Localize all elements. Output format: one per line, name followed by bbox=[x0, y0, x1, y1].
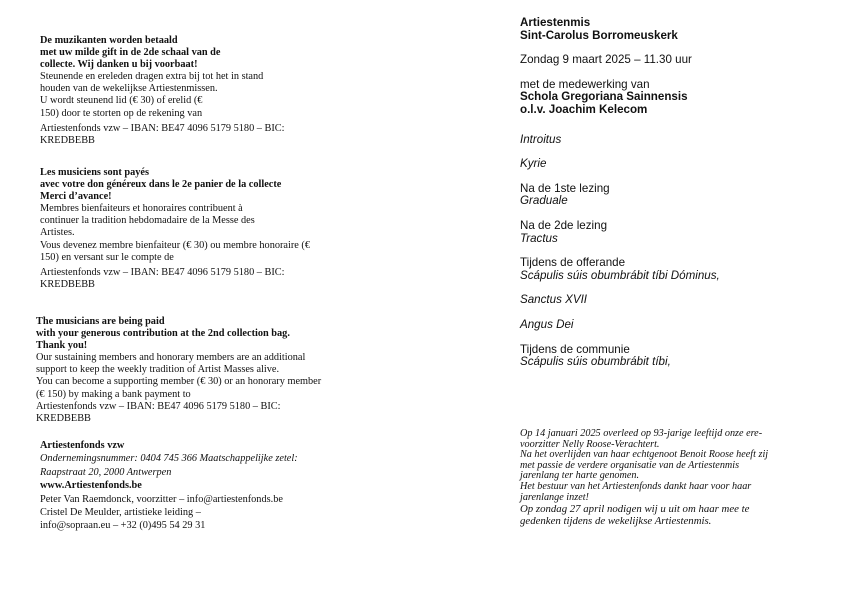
program-item-introitus: Introitus bbox=[520, 132, 562, 146]
dutch-heading-line: De muzikanten worden betaald bbox=[40, 35, 178, 46]
program-item-sanctus: Sanctus XVII bbox=[520, 293, 588, 307]
church-name: Sint-Carolus Borromeuskerk bbox=[520, 28, 678, 42]
french-heading-line: avec votre don généreux dans le 2e panier de la collecte bbox=[40, 179, 282, 191]
address-line: Raapstraat 20, 2000 Antwerpen bbox=[40, 466, 172, 478]
program-item-offertory: Scápulis súis obumbrábit tíbi Dóminus, bbox=[520, 268, 720, 282]
french-body-line: Membres bienfaiteurs et honoraires contribuent à bbox=[40, 203, 243, 215]
dutch-heading-line: met uw milde gift in de 2de schaal van de bbox=[40, 47, 221, 59]
french-account-line: Artiestenfonds vzw – IBAN: BE47 4096 5179 5180 – BIC: bbox=[40, 266, 285, 278]
dutch-body-line: U wordt steunend lid (€ 30) of erelid (€ bbox=[40, 95, 203, 107]
dutch-donation-text bbox=[40, 35, 285, 147]
english-body-line: (€ 150) by making a bank payment to bbox=[36, 388, 191, 400]
english-body-line: KREDBEBB bbox=[36, 412, 91, 424]
english-heading-line: Thank you! bbox=[36, 340, 88, 352]
program-item-graduale: Graduale bbox=[520, 194, 568, 208]
english-body-line: You can become a supporting member (€ 30) or an honorary member bbox=[36, 376, 322, 388]
collaboration-label: met de medewerking van bbox=[520, 77, 650, 91]
program-label-communion: Tijdens de communie bbox=[520, 342, 630, 356]
notice-line: met passie de verdere organisatie van de Artiestenmis bbox=[520, 459, 740, 471]
memorial-notice bbox=[520, 429, 768, 527]
french-heading-line: Les musiciens sont payés bbox=[40, 167, 149, 178]
french-body-line: 150) en versant sur le compte de bbox=[40, 251, 174, 263]
english-body-line: support to keep the weekly tradition of Artist Masses alive. bbox=[36, 364, 280, 376]
registration-line: Ondernemingsnummer: 0404 745 366 Maatschappelijke zetel: bbox=[40, 453, 298, 465]
director-contact: Cristel De Meulder, artistieke leiding – bbox=[40, 507, 201, 519]
french-body-line: continuer la tradition hebdomadaire de la Messe des bbox=[40, 215, 255, 227]
program-item-agnus: Angus Dei bbox=[520, 317, 574, 331]
dutch-body-line: Steunende en ereleden dragen extra bij tot het in stand bbox=[40, 71, 264, 83]
english-body-line: Our sustaining members and honorary members are an additional bbox=[36, 352, 306, 364]
chair-contact: Peter Van Raemdonck, voorzitter – info@artiestenfonds.be bbox=[40, 493, 283, 505]
dutch-account-line: Artiestenfonds vzw – IBAN: BE47 4096 5179 5180 – BIC: bbox=[40, 122, 285, 134]
program-label-reading2: Na de 2de lezing bbox=[520, 218, 608, 232]
notice-line: jarenlang ter harte genomen. bbox=[520, 470, 640, 482]
notice-line: Op 14 januari 2025 overleed op 93-jarige leeftijd onze ere- bbox=[520, 428, 763, 439]
english-heading-line: with your generous contribution at the 2nd collection bag. bbox=[36, 328, 290, 340]
contact-block bbox=[40, 439, 298, 533]
dutch-heading-line: collecte. Wij danken u bij voorbaat! bbox=[40, 59, 198, 71]
english-heading-line: The musicians are being paid bbox=[36, 316, 165, 327]
website-link[interactable]: www.Artiestenfonds.be bbox=[40, 480, 142, 492]
program-label-reading1: Na de 1ste lezing bbox=[520, 181, 610, 195]
dutch-body-line: houden van de wekelijkse Artiestenmissen. bbox=[40, 83, 218, 95]
dutch-body-line: 150) door te storten op de rekening van bbox=[40, 107, 203, 119]
director-contact: info@sopraan.eu – +32 (0)495 54 29 31 bbox=[40, 520, 206, 532]
program-label-offertory: Tijdens de offerande bbox=[520, 256, 626, 270]
notice-line: Het bestuur van het Artiestenfonds dankt haar voor haar bbox=[520, 480, 752, 492]
french-body-line: Artistes. bbox=[40, 227, 75, 239]
notice-line: voorzitter Nelly Roose-Verachtert. bbox=[520, 438, 660, 450]
notice-line: jarenlange inzet! bbox=[520, 491, 589, 503]
conductor-name: o.l.v. Joachim Kelecom bbox=[520, 102, 648, 116]
invite-line: Op zondag 27 april nodigen wij u uit om haar mee te bbox=[520, 503, 750, 516]
french-account-line: KREDBEBB bbox=[40, 278, 95, 290]
french-heading-line: Merci d’avance! bbox=[40, 191, 112, 203]
program-title: Artiestenmis bbox=[520, 16, 591, 29]
english-body-line: Artiestenfonds vzw – IBAN: BE47 4096 5179 5180 – BIC: bbox=[36, 400, 281, 412]
dutch-account-line: KREDBEBB bbox=[40, 134, 95, 146]
program-item-kyrie: Kyrie bbox=[520, 157, 547, 171]
french-donation-text bbox=[40, 167, 310, 291]
notice-line: Na het overlijden van haar echtgenoot Benoit Roose heeft zij bbox=[520, 449, 769, 461]
program-item-communion: Scápulis súis obumbrábit tíbi, bbox=[520, 355, 671, 369]
mass-program bbox=[520, 17, 720, 369]
org-name: Artiestenfonds vzw bbox=[40, 440, 125, 451]
choir-name: Schola Gregoriana Sainnensis bbox=[520, 90, 688, 104]
invite-line: gedenken tijdens de wekelijkse Artiestenmis. bbox=[520, 515, 712, 528]
english-donation-text bbox=[36, 316, 321, 425]
french-body-line: Vous devenez membre bienfaiteur (€ 30) ou membre honoraire (€ bbox=[40, 239, 311, 251]
program-item-tractus: Tractus bbox=[520, 231, 558, 245]
event-date: Zondag 9 maart 2025 – 11.30 uur bbox=[520, 53, 692, 67]
